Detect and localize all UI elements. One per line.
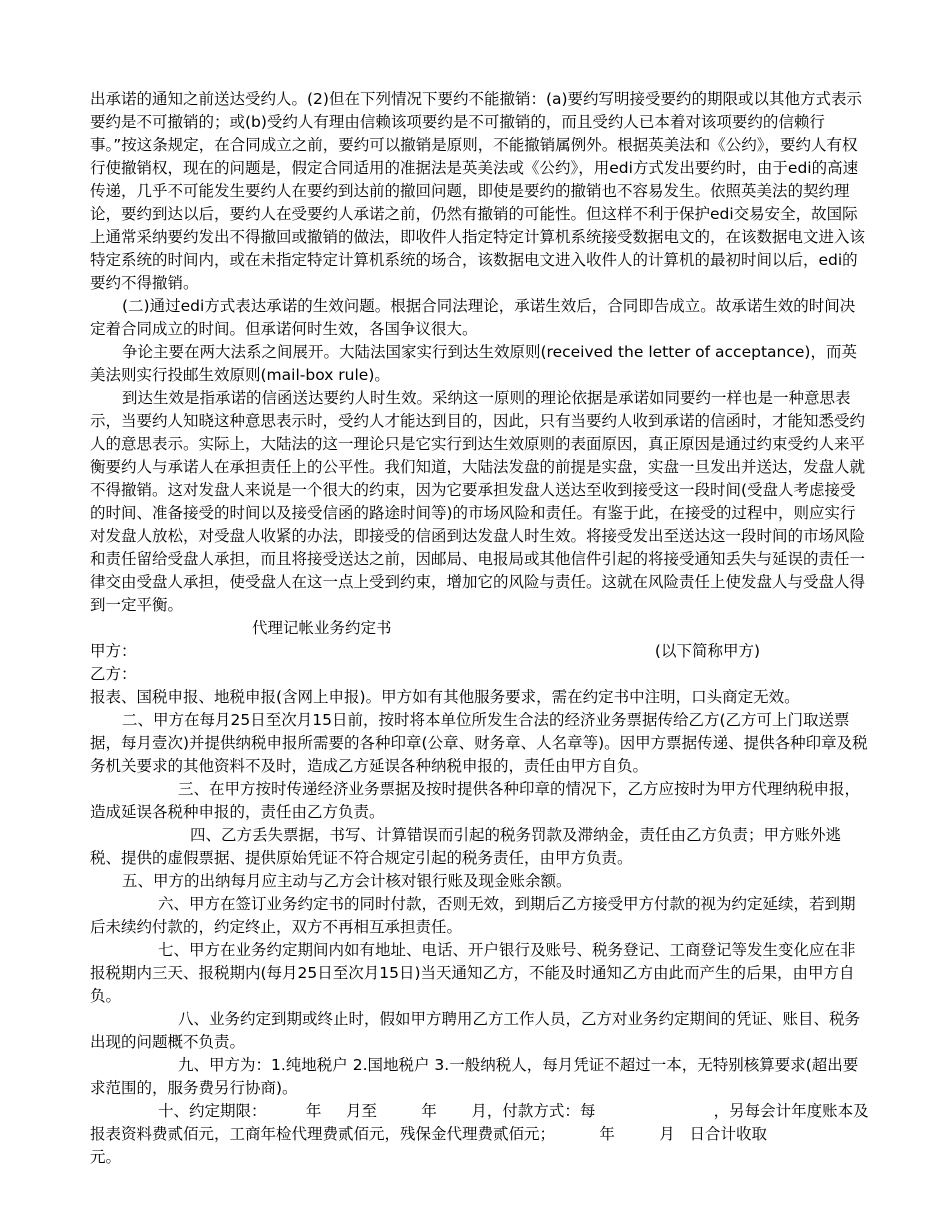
- party-b-label: 乙方：: [90, 665, 137, 683]
- clause-3: 三、在甲方按时传递经济业务票据及按时提供各种印章的情况下，乙方应按时为甲方代理纳税申报，造成延误各税种申报的，责任由乙方负责。: [90, 780, 861, 821]
- paragraph-arrival-principle: 到达生效是指承诺的信函送达要约人时生效。采纳这一原则的理论依据是承诺如同要约一样也是一种意思表示，当要约人知晓这种意思表示时，受约人才能达到目的，因此，只有当要约人收到承诺的信函时，才能知悉受约人的意思表示。实际上，大陆法的这一理论只是它实行到达生效原则的表面原因，真正原因是通过约束受约人来平衡要约人与承诺人在承担责任上的公平性。我们知道，大陆法发盘的前提是实盘，实盘一旦发出并送达，发盘人就不得撤销。这对发盘人来说是一个很大的约束，因为它要承担发盘人送达至收到接受这一段时间(受盘人考虑接受的时间、准备接受的时间以及接受信函的路途时间等)的市场风险和责任。有鉴于此，在接受的过程中，则应实行对发盘人放松，对受盘人收紧的办法，即接受的信函到达发盘人时生效。将接受发出至送达这一段时间的市场风险和责任留给受盘人承担，而且将接受送达之前，因邮局、电报局或其他信件引起的将接受通知丢失与延误的责任一律交由受盘人承担，使受盘人在这一点上受到约束，增加它的风险与责任。这就在风险责任上使发盘人与受盘人得到一定平衡。: [90, 389, 866, 614]
- clause-8: 八、业务约定到期或终止时，假如甲方聘用乙方工作人员，乙方对业务约定期间的凭证、账目、税务出现的问题概不负责。: [90, 1010, 861, 1051]
- clause-7: 七、甲方在业务约定期间内如有地址、电话、开户银行及账号、税务登记、工商登记等发生变化应在非报税期内三天、报税期内(每月25日至次月15日)当天通知乙方，不能及时通知乙方由此而产生的后果，由甲方自负。: [90, 941, 856, 1005]
- contract-title: 代理记帐业务约定书: [252, 619, 392, 637]
- clause-4: 四、乙方丢失票据，书写、计算错误而引起的税务罚款及滞纳金，责任由乙方负责；甲方账外逃税、提供的虚假票据、提供原始凭证不符合规定引起的税务责任，由甲方负责。: [90, 826, 842, 867]
- clause-9: 九、甲方为：1.纯地税户 2.国地税户 3.一般纳税人，每月凭证不超过一本，无特别核算要求(超出要求范围的，服务费另行协商)。: [90, 1056, 859, 1097]
- party-a-row: [90, 640, 870, 663]
- party-a-label: 甲方：: [90, 642, 137, 660]
- clause-5: 五、甲方的出纳每月应主动与乙方会计核对银行账及现金账余额。: [122, 872, 572, 890]
- clause-2: 二、甲方在每月25日至次月15日前，按时将本单位所发生合法的经济业务票据传给乙方(乙方可上门取送票据，每月壹次)并提供纳税申报所需要的各种印章(公章、财务章、人名章等)。因甲方票据传递、提供各种印章及税务机关要求的其他资料不及时，造成乙方延误各种纳税申报的，责任由甲方自负。: [90, 711, 868, 775]
- paragraph-acceptance-effect: (二)通过edi方式表达承诺的生效问题。根据合同法理论，承诺生效后，合同即告成立。故承诺生效的时间决定着合同成立的时间。但承诺何时生效，各国争议很大。: [90, 297, 856, 338]
- paragraph-legal-systems: 争论主要在两大法系之间展开。大陆法国家实行到达生效原则(received the letter of acceptance)，而英美法则实行投邮生效原则(mail-box rule)。: [90, 343, 857, 384]
- clause-1-tail: 报表、国税申报、地税申报(含网上申报)。甲方如有其他服务要求，需在约定书中注明，口头商定无效。: [90, 688, 800, 706]
- paragraph-offer-revocation: 出承诺的通知之前送达受约人。(2)但在下列情况下要约不能撤销：(a)要约写明接受要约的期限或以其他方式表示要约是不可撤销的；或(b)受约人有理由信赖该项要约是不可撤销的，而且受约人已本着对该项要约的信赖行事。”按这条规定，在合同成立之前，要约可以撤销是原则，不能撤销属例外。根据英美法和《公约》，要约人有权行使撤销权，现在的问题是，假定合同适用的准据法是英美法或《公约》，用edi方式发出要约时，由于edi的高速传递，几乎不可能发生要约人在要约到达前的撤回问题，即使是要约的撤销也不容易发生。依照英美法的契约理论，要约到达以后，要约人在受要约人承诺之前，仍然有撤销的可能性。但这样不利于保护edi交易安全，故国际上通常采纳要约发出不得撤回或撤销的做法，即收件人指定特定计算机系统接受数据电文的，在该数据电文进入该特定系统的时间内，或在未指定特定计算机系统的场合，该数据电文进入收件人的计算机的最初时间以后，edi的要约不得撤销。: [90, 90, 866, 292]
- clause-6: 六、甲方在签订业务约定书的同时付款，否则无效，到期后乙方接受甲方付款的视为约定延续，若到期后未续约付款的，约定终止，双方不再相互承担责任。: [90, 895, 856, 936]
- document-body: [90, 88, 870, 1169]
- clause-10: 十、约定期限： 年 月至 年 月，付款方式：每 ，另每会计年度账本及报表资料费贰佰元，工商年检代理费贰佰元，残保金代理费贰佰元； 年 月 日合计收取 元。: [90, 1102, 869, 1166]
- party-a-note: (以下简称甲方): [654, 642, 760, 660]
